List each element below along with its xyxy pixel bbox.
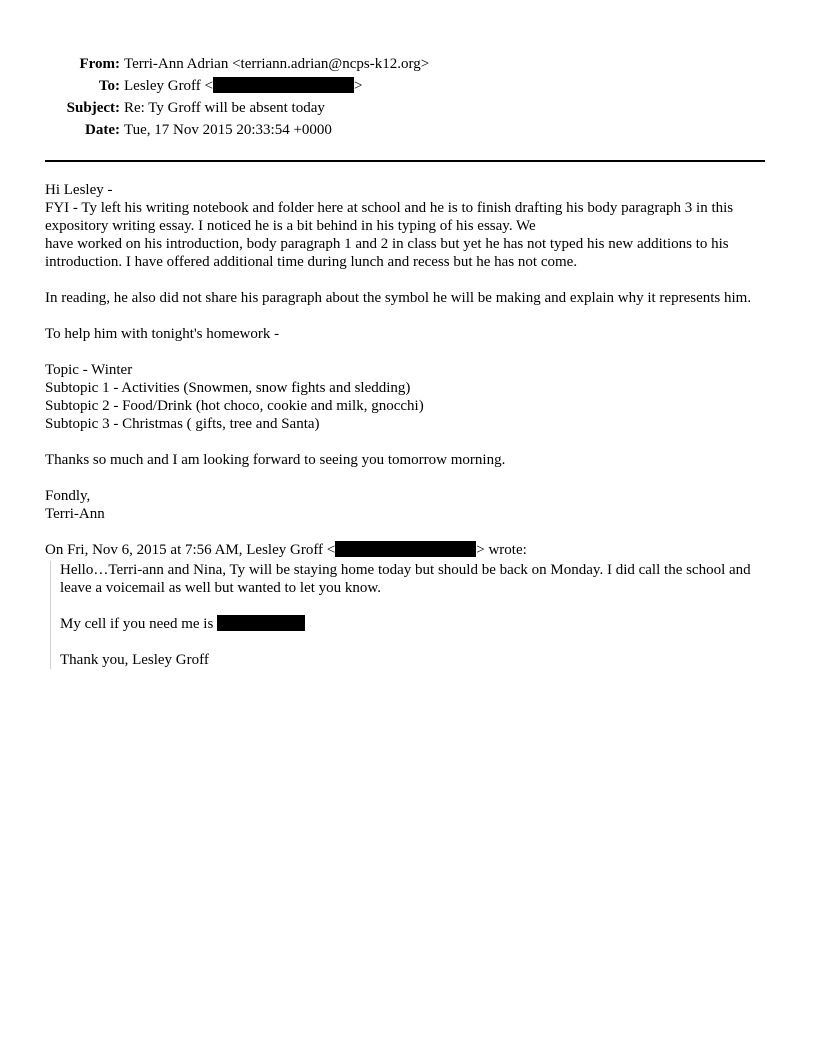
redaction-bar <box>335 541 476 557</box>
spacer <box>60 633 766 651</box>
paragraph-2: In reading, he also did not share his paragraph about the symbol he will be making and explain why it represents him. <box>45 290 752 306</box>
from-label: From: <box>79 56 120 72</box>
spacer <box>45 271 770 289</box>
to-value <box>124 75 362 97</box>
quoted-cell-text: My cell if you need me is <box>60 616 218 632</box>
spacer <box>45 433 770 451</box>
to-name: Lesley Groff < <box>124 78 213 94</box>
spacer <box>45 523 770 541</box>
from-value: Terri-Ann Adrian <terriann.adrian@ncps-k12.org> <box>124 56 430 72</box>
redaction-bar <box>213 77 354 93</box>
subtopic-3: Subtopic 3 - Christmas ( gifts, tree and Santa) <box>45 416 320 432</box>
email-body <box>45 181 770 669</box>
paragraph-1-line-2: have worked on his introduction, body paragraph 1 and 2 in class but yet he has not typed his new additions to his introduction. I have offered additional time during lunch and recess but he has not come. <box>45 236 729 270</box>
to-bracket: > <box>354 78 363 94</box>
paragraph-1-line-1: FYI - Ty left his writing notebook and folder here at school and he is to finish drafting his body paragraph 3 in this expository writing essay. I noticed he is a bit behind in his typing of his essay. We <box>45 200 734 234</box>
from-row <box>0 53 816 75</box>
subject-value: Re: Ty Groff will be absent today <box>124 100 325 116</box>
spacer <box>60 597 766 615</box>
greeting: Hi Lesley - <box>45 182 113 198</box>
date-row <box>0 119 816 141</box>
date-label: Date: <box>85 122 120 138</box>
spacer <box>45 469 770 487</box>
spacer <box>45 307 770 325</box>
quoted-message <box>50 561 766 669</box>
header-divider <box>45 160 765 162</box>
subject-label: Subject: <box>66 100 120 116</box>
spacer <box>45 343 770 361</box>
to-row <box>0 75 816 97</box>
topic-line: Topic - Winter <box>45 362 133 378</box>
subtopic-1: Subtopic 1 - Activities (Snowmen, snow fights and sledding) <box>45 380 411 396</box>
signature: Terri-Ann <box>45 506 105 522</box>
quoted-cell-line <box>60 615 766 633</box>
quote-attribution-suffix: > wrote: <box>476 542 527 558</box>
redaction-bar <box>217 615 305 631</box>
quoted-line-1: Hello…Terri-ann and Nina, Ty will be staying home today but should be back on Monday. I did call the school and leave a voicemail as well but wanted to let you know. <box>60 562 751 596</box>
to-label: To: <box>98 78 120 94</box>
subject-row <box>0 97 816 119</box>
quote-attribution-prefix: On Fri, Nov 6, 2015 at 7:56 AM, Lesley Groff < <box>45 542 336 558</box>
paragraph-3: To help him with tonight's homework - <box>45 326 280 342</box>
date-value: Tue, 17 Nov 2015 20:33:54 +0000 <box>124 122 332 138</box>
signoff: Fondly, <box>45 488 91 504</box>
thanks-line: Thanks so much and I am looking forward to seeing you tomorrow morning. <box>45 452 506 468</box>
subtopic-2: Subtopic 2 - Food/Drink (hot choco, cookie and milk, gnocchi) <box>45 398 424 414</box>
quoted-closing: Thank you, Lesley Groff <box>60 652 209 668</box>
quote-attribution <box>45 541 770 559</box>
